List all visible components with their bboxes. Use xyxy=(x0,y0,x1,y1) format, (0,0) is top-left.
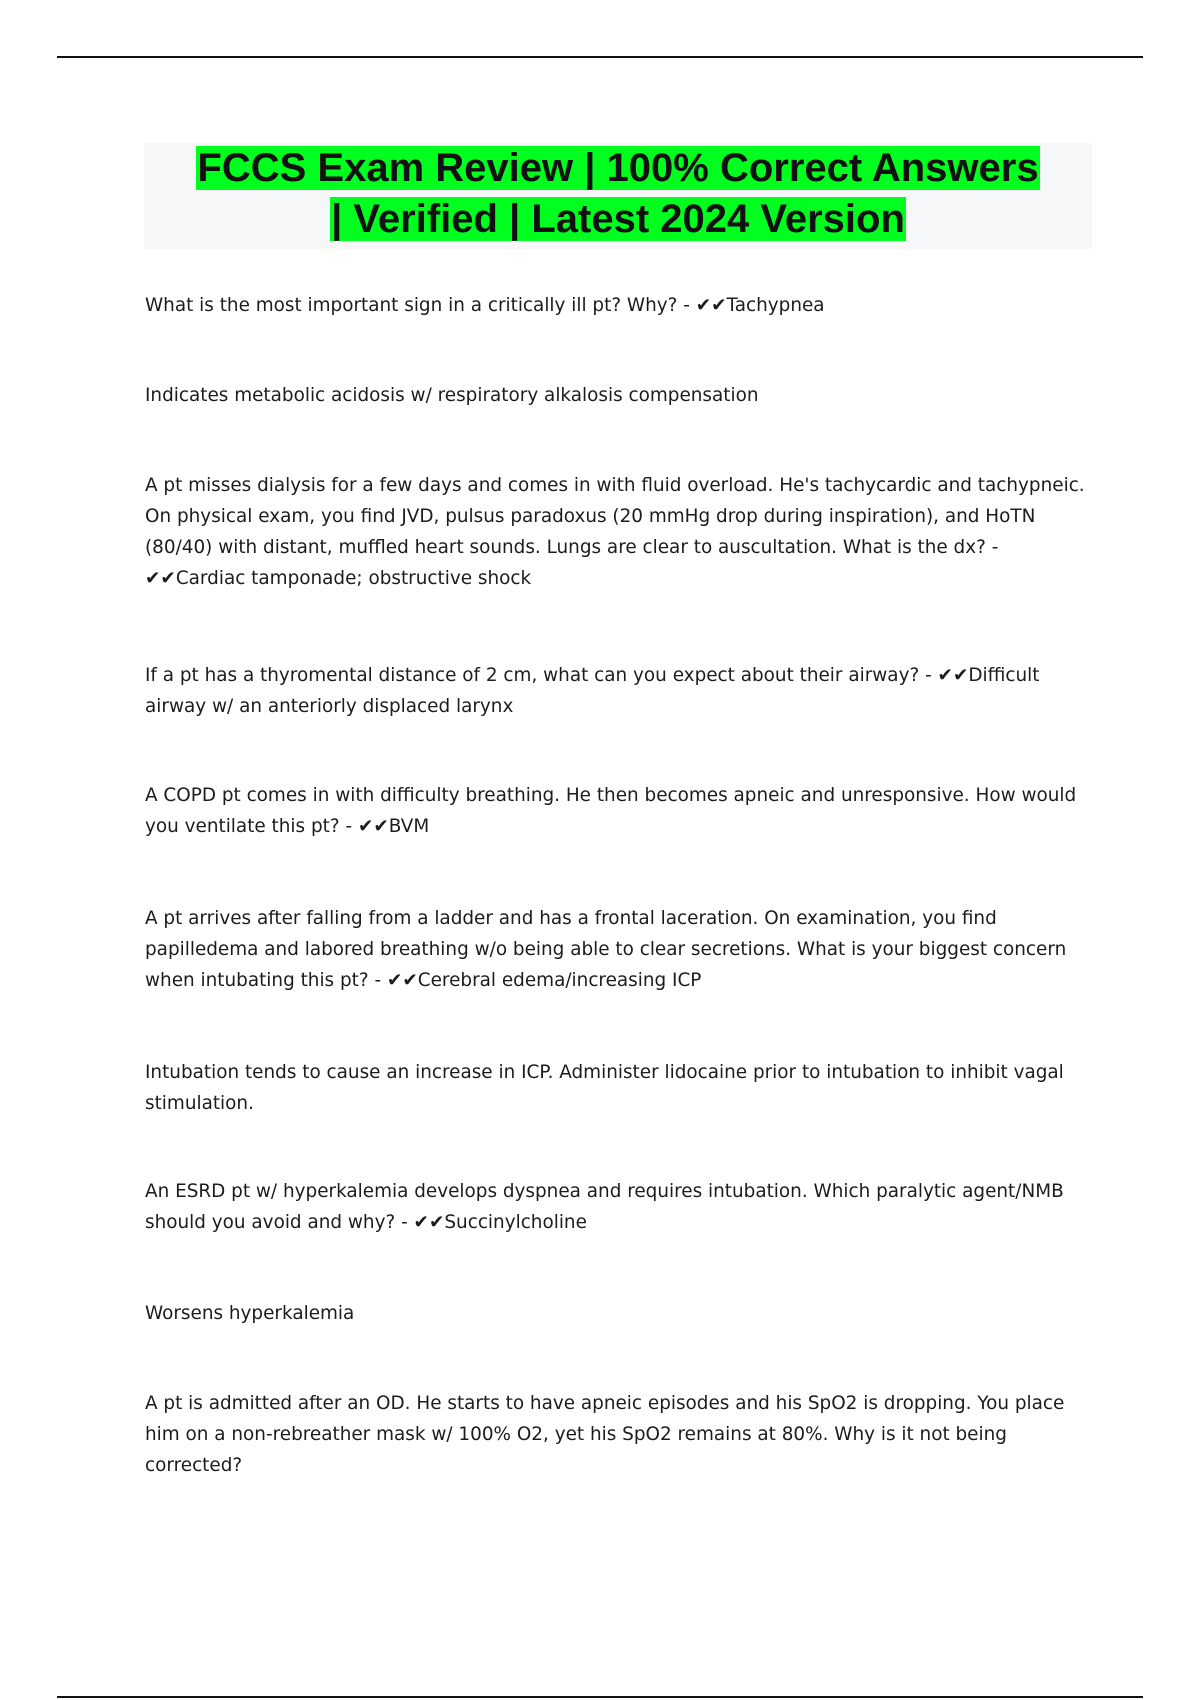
paragraph-10: A pt is admitted after an OD. He starts to have apneic episodes and his SpO2 is dropping. You place him on a non-rebreather mask w/ 100% O2, yet his SpO2 remains at 80%. Why is it not being corrected? xyxy=(145,1393,1065,1476)
bottom-rule xyxy=(57,1696,1143,1698)
title-line-1: FCCS Exam Review | 100% Correct Answers xyxy=(197,146,1039,190)
paragraph-6: A pt arrives after falling from a ladder and has a frontal laceration. On examination, you find papilledema and labored breathing w/o being able to clear secretions. What is your biggest concern when intubating this pt? - ✔✔Cerebral edema/increasing ICP xyxy=(145,908,1067,991)
paragraph-2: Indicates metabolic acidosis w/ respiratory alkalosis compensation xyxy=(145,385,759,406)
paragraph-1: What is the most important sign in a critically ill pt? Why? - ✔✔Tachypnea xyxy=(145,295,825,316)
top-rule xyxy=(57,56,1143,58)
paragraph-5: A COPD pt comes in with difficulty breathing. He then becomes apneic and unresponsive. How would you ventilate this pt? - ✔✔BVM xyxy=(145,785,1077,837)
title-line-2: | Verified | Latest 2024 Version xyxy=(331,197,905,241)
paragraph-3: A pt misses dialysis for a few days and comes in with fluid overload. He's tachycardic and tachypneic. On physical exam, you find JVD, pulsus paradoxus (20 mmHg drop during inspiration), and HoTN (80/40) with distant, muffled heart sounds. Lungs are clear to auscultation. What is the dx? - ✔✔Cardiac tamponade; obstructive shock xyxy=(145,475,1085,589)
document-title xyxy=(144,143,1092,245)
paragraph-4: If a pt has a thyromental distance of 2 cm, what can you expect about their airway? - ✔✔Difficult airway w/ an anteriorly displaced larynx xyxy=(145,665,1040,717)
paragraph-9: Worsens hyperkalemia xyxy=(145,1303,355,1324)
paragraph-7: Intubation tends to cause an increase in ICP. Administer lidocaine prior to intubation to inhibit vagal stimulation. xyxy=(145,1062,1064,1114)
document-title-block xyxy=(144,143,1092,249)
paragraph-8: An ESRD pt w/ hyperkalemia develops dyspnea and requires intubation. Which paralytic agent/NMB should you avoid and why? - ✔✔Succinylcholine xyxy=(145,1181,1064,1233)
